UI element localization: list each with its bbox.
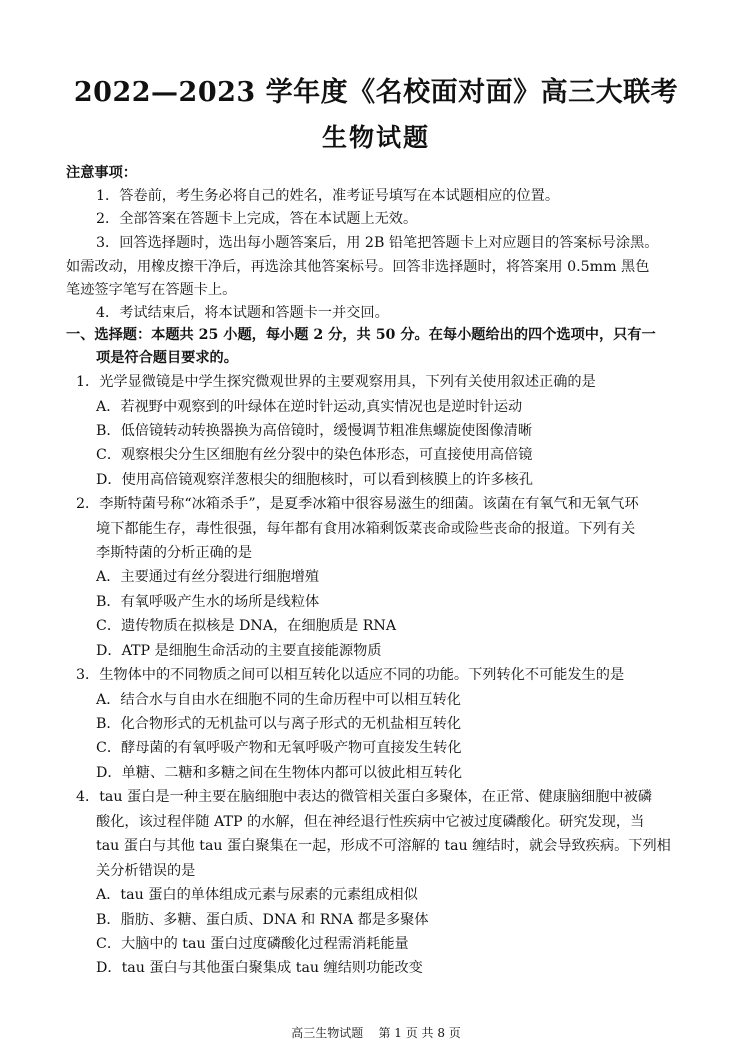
question-option: B．低倍镜转动转换器换为高倍镜时，缓慢调节粗准焦螺旋使图像清晰 [96, 423, 533, 439]
question-option: A．结合水与自由水在细胞不同的生命历程中可以相互转化 [96, 692, 461, 708]
question-stem: 李斯特菌的分析正确的是 [96, 545, 253, 561]
question-option: C．遗传物质在拟核是 DNA，在细胞质是 RNA [96, 618, 397, 634]
question-stem: 关分析错误的是 [96, 863, 196, 879]
question-stem: tau 蛋白与其他 tau 蛋白聚集在一起，形成不可溶解的 tau 缠结时，就会导致疾病。下列相 [96, 838, 671, 854]
question-stem: 4．tau 蛋白是一种主要在脑细胞中表达的微管相关蛋白多聚体，在正常、健康脑细胞中被磷 [76, 789, 652, 805]
notice-item: 如需改动，用橡皮擦干净后，再选涂其他答案标号。回答非选择题时，将答案用 0.5mm 黑色 [66, 259, 650, 275]
question-option: C．大脑中的 tau 蛋白过度磷酸化过程需消耗能量 [96, 936, 409, 952]
question-option: A．tau 蛋白的单体组成元素与尿素的元素组成相似 [96, 887, 418, 903]
page-subtitle: 生物试题 [321, 123, 430, 152]
question-stem: 1．光学显微镜是中学生探究微观世界的主要观察用具，下列有关使用叙述正确的是 [76, 374, 596, 390]
question-option: D．ATP 是细胞生命活动的主要直接能源物质 [96, 643, 382, 659]
notice-item: 4．考试结束后，将本试题和答题卡一并交回。 [96, 305, 389, 321]
question-option: C．观察根尖分生区细胞有丝分裂中的染色体形态，可直接使用高倍镜 [96, 447, 533, 463]
notice-item: 2．全部答案在答题卡上完成，答在本试题上无效。 [96, 211, 418, 227]
question-option: A．主要通过有丝分裂进行细胞增殖 [96, 569, 320, 585]
notice-heading: 注意事项： [66, 165, 137, 181]
question-option: B．化合物形式的无机盐可以与离子形式的无机盐相互转化 [96, 716, 462, 732]
question-option: B．有氧呼吸产生水的场所是线粒体 [96, 594, 320, 610]
question-option: C．酵母菌的有氧呼吸产物和无氧呼吸产物可直接发生转化 [96, 740, 462, 756]
page-footer: 高三生物试题 第 1 页 共 8 页 [291, 1026, 461, 1040]
question-stem: 2．李斯特菌号称“冰箱杀手”，是夏季冰箱中很容易滋生的细菌。该菌在有氧气和无氧气环 [76, 496, 639, 512]
page-title: 2022—2023 学年度《名校面对面》高三大联考 [73, 77, 679, 108]
section-heading-cont: 项是符合题目要求的。 [96, 350, 238, 366]
notice-item: 3．回答选择题时，选出每小题答案后，用 2B 铅笔把答题卡上对应题目的答案标号涂黑。 [96, 235, 659, 251]
notice-item: 1．答卷前，考生务必将自己的姓名，准考证号填写在本试题相应的位置。 [96, 188, 560, 204]
question-stem: 3．生物体中的不同物质之间可以相互转化以适应不同的功能。下列转化不可能发生的是 [76, 667, 625, 683]
question-stem: 境下都能生存，毒性很强，每年都有食用冰箱剩饭菜丧命或险些丧命的报道。下列有关 [96, 521, 636, 537]
question-option: B．脂肪、多糖、蛋白质、DNA 和 RNA 都是多聚体 [96, 912, 429, 928]
question-option: D．tau 蛋白与其他蛋白聚集成 tau 缠结则功能改变 [96, 960, 423, 976]
question-option: D．单糖、二糖和多糖之间在生物体内都可以彼此相互转化 [96, 765, 463, 781]
question-option: D．使用高倍镜观察洋葱根尖的细胞核时，可以看到核膜上的许多核孔 [96, 472, 534, 488]
section-heading: 一、选择题：本题共 25 小题，每小题 2 分，共 50 分。在每小题给出的四个选项中，只有一 [66, 327, 656, 343]
notice-item: 笔迹签字笔写在答题卡上。 [66, 282, 237, 298]
question-option: A．若视野中观察到的叶绿体在逆时针运动,真实情况也是逆时针运动 [96, 399, 523, 415]
question-stem: 酸化，该过程伴随 ATP 的水解，但在神经退行性疾病中它被过度磷酸化。研究发现，当 [96, 814, 645, 830]
